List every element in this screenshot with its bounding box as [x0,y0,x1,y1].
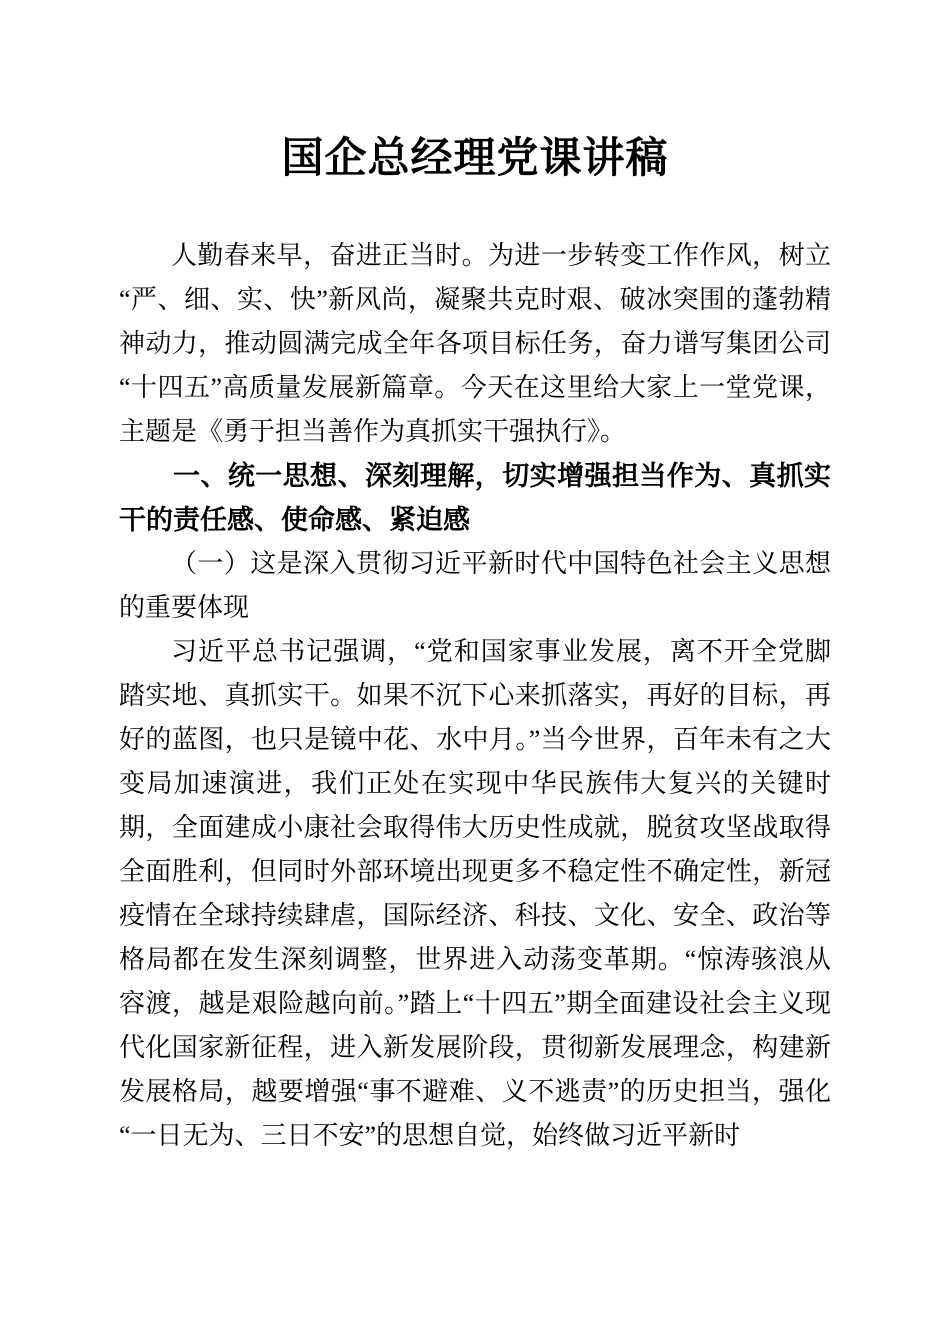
section-heading: 一、统一思想、深刻理解，切实增强担当作为、真抓实干的责任感、使命感、紧迫感 [119,461,831,535]
document-body [119,234,831,1158]
body-paragraph: 习近平总书记强调，“党和国家事业发展，离不开全党脚踏实地、真抓实干。如果不沉下心来抓落实，再好的目标，再好的蓝图，也只是镜中花、水中月。”当今世界，百年未有之大变局加速演进，我们正处在实现中华民族伟大复兴的关键时期，全面建成小康社会取得伟大历史性成就，脱贫攻坚战取得全面胜利，但同时外部环境出现更多不稳定性不确定性，新冠疫情在全球持续肆虐，国际经济、科技、文化、安全、政治等格局都在发生深刻调整，世界进入动荡变革期。“惊涛骇浪从容渡，越是艰险越向前。”踏上“十四五”期全面建设社会主义现代化国家新征程，进入新发展阶段，贯彻新发展理念，构建新发展格局，越要增强“事不避难、义不逃责”的历史担当，强化“一日无为、三日不安”的思想自觉，始终做习近平新时 [119,637,831,1150]
subsection-heading: （一）这是深入贯彻习近平新时代中国特色社会主义思想的重要体现 [119,549,831,622]
document-title: 国企总经理党课讲稿 [281,136,669,182]
body-paragraph: 人勤春来早，奋进正当时。为进一步转变工作作风，树立“严、细、实、快”新风尚，凝聚共克时艰、破冰突围的蓬勃精神动力，推动圆满完成全年各项目标任务，奋力谱写集团公司“十四五”高质量发展新篇章。今天在这里给大家上一堂党课，主题是《勇于担当善作为真抓实干强执行》。 [119,241,831,446]
